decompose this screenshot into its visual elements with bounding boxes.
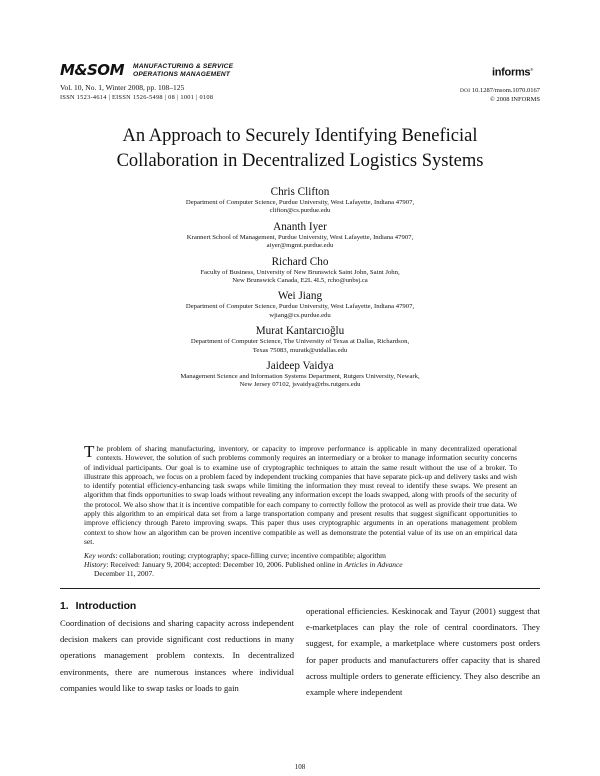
doi-value[interactable]: 10.1287/msom.1070.0167 bbox=[471, 87, 540, 94]
author-affiliation: Department of Computer Science, The University of Texas at Dallas, Richardson, bbox=[190, 338, 410, 346]
section-heading bbox=[60, 600, 136, 613]
doi-block bbox=[460, 87, 540, 104]
author-email[interactable]: New Brunswick Canada, E2L 4L5, rcho@unbsj.ca bbox=[232, 277, 368, 285]
author-affiliation: Department of Computer Science, Purdue University, West Lafayette, Indiana 47907, bbox=[185, 303, 415, 311]
section-number: 1. bbox=[60, 601, 69, 612]
author-block bbox=[60, 325, 540, 355]
author-affiliation: Management Science and Information Systems Department, Rutgers University, Newark, bbox=[180, 373, 420, 381]
author-affiliation: Faculty of Business, University of New Brunswick Saint John, Saint John, bbox=[200, 268, 400, 276]
history-journal: Articles in Advance bbox=[344, 560, 403, 569]
author-name: Richard Cho bbox=[271, 255, 329, 268]
author-name: Wei Jiang bbox=[277, 290, 323, 303]
journal-logo: M&SOM bbox=[60, 61, 124, 79]
author-block bbox=[60, 186, 540, 216]
body-column-left: Coordination of decisions and sharing capacity across independent decision makers can provide significant cost reductions in many operations management problem contexts. In decentralized environments, there are numerous instances where individual companies would like to swap tasks or loads to gain bbox=[60, 618, 294, 693]
keywords-text: : collaboration; routing; cryptography; space-filling curve; incentive compatible; algorithm bbox=[115, 551, 386, 560]
author-block bbox=[60, 360, 540, 390]
author-affiliation: Department of Computer Science, Purdue University, West Lafayette, Indiana 47907, bbox=[185, 199, 415, 206]
body-column-right: operational efficiencies. Keskinocak and Tayur (2001) suggest that e-marketplaces can play the role of central coordinators. They suggest, for example, a marketplace where customers post orders for paper products and manufacturers offer capacity that is shared across multiple orders to generate efficiency. They also describe an example where independent bbox=[306, 606, 540, 698]
history-text: : Received: January 9, 2004; accepted: December 10, 2006. Published online in bbox=[106, 560, 345, 569]
author-block bbox=[60, 290, 540, 320]
author-email[interactable]: aiyer@mgmt.purdue.edu bbox=[266, 242, 334, 250]
page-number: 108 bbox=[294, 763, 306, 771]
author-name: Chris Clifton bbox=[270, 186, 330, 198]
publisher-logo bbox=[492, 64, 533, 79]
title-line1: An Approach to Securely Identifying Beneficial bbox=[122, 126, 478, 146]
author-email[interactable]: clifton@cs.purdue.edu bbox=[269, 207, 331, 215]
author-email[interactable]: New Jersey 07102, jsvaidya@rbs.rutgers.edu bbox=[239, 381, 361, 389]
history bbox=[84, 560, 517, 579]
history-label: History bbox=[84, 560, 107, 569]
author-affiliation: Krannert School of Management, Purdue University, West Lafayette, Indiana 47907, bbox=[186, 233, 414, 241]
author-name: Ananth Iyer bbox=[273, 220, 327, 233]
abstract-dropcap: T bbox=[84, 442, 95, 461]
publisher-name: informs bbox=[492, 66, 531, 79]
title-line2: Collaboration in Decentralized Logistics Systems bbox=[116, 151, 484, 171]
registered-mark: ® bbox=[530, 67, 533, 72]
author-name: Jaideep Vaidya bbox=[266, 360, 334, 373]
abstract-text: he problem of sharing manufacturing, inventory, or capacity to improve performance is applicable in many decentralized operational contexts. However, the solution of such problems commonly requires an intermediary or a broker to manage information security concerns of individual participants. Our goal is to examine use of cryptographic techniques to attain the same result without the use of a broker. To illustrate this approach, we focus on a problem faced by independent trucking companies that have separate pick-up and delivery tasks and wish to identify potential efficiency-enhancing task swaps while limiting the information they must reveal to identify these swaps. We present an algorithm that finds opportunities to swap loads without revealing any information except the loads swapped, along with proofs of the security of the protocol. We also show that it is incentive compatible for each company to correctly follow the protocol as well as provide their true data. We apply this algorithm to an empirical data set from a large transportation company and present results that suggest significant opportunities to improve efficiency through Pareto improving swaps. This paper thus uses cryptographic arguments in an operations management problem context to show how an algorithm can be proven incentive compatible as well as demonstrate the potential value of its use on an empirical data set. bbox=[84, 444, 517, 546]
section-title: Introduction bbox=[75, 601, 137, 612]
author-email[interactable]: Texas 75083, muratk@utdallas.edu bbox=[252, 346, 348, 354]
journal-name bbox=[133, 63, 233, 79]
journal-name-line1: MANUFACTURING & SERVICE bbox=[133, 63, 234, 70]
section-divider bbox=[60, 588, 540, 589]
author-block bbox=[60, 221, 540, 251]
doi-label: DOI bbox=[459, 88, 471, 94]
author-name: Murat Kantarcıoğlu bbox=[255, 325, 345, 338]
abstract bbox=[84, 444, 517, 546]
paper-title bbox=[60, 124, 540, 174]
keywords bbox=[84, 551, 517, 560]
keywords-label: Key words bbox=[84, 551, 116, 560]
author-block bbox=[60, 256, 540, 286]
copyright: © 2008 INFORMS bbox=[489, 95, 540, 103]
history-date: December 11, 2007. bbox=[94, 569, 155, 579]
issn-info: ISSN 1523-4614 | EISSN 1526-5498 | 08 | 1001 | 0108 bbox=[60, 94, 214, 101]
author-email[interactable]: wjiang@cs.purdue.edu bbox=[269, 311, 331, 319]
volume-info: Vol. 10, No. 1, Winter 2008, pp. 108–125 bbox=[60, 83, 185, 92]
journal-name-line2: OPERATIONS MANAGEMENT bbox=[133, 71, 231, 78]
author-list bbox=[60, 186, 540, 395]
